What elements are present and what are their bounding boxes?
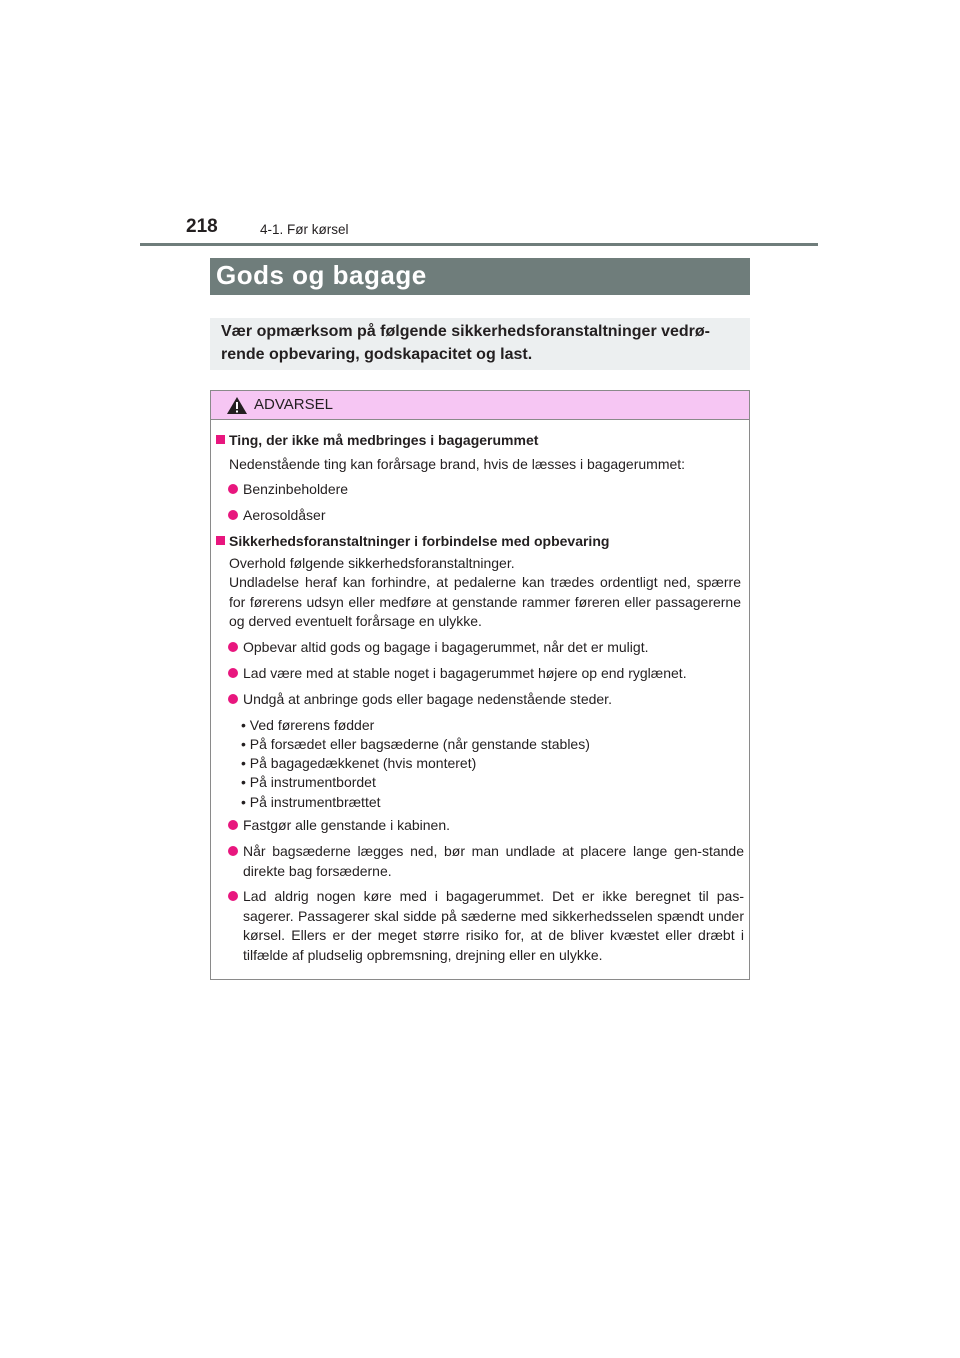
page-number: 218 — [186, 216, 218, 237]
list-item: Fastgør alle genstande i kabinen. — [228, 816, 744, 836]
circle-bullet-icon — [228, 820, 238, 830]
section-heading: Sikkerhedsforanstaltninger i forbindelse med opbevaring — [216, 532, 609, 552]
section-heading: Ting, der ikke må medbringes i bagagerummet — [216, 431, 538, 451]
list-item: Aerosoldåser — [228, 506, 744, 526]
circle-bullet-icon — [228, 484, 238, 494]
intro-text: Vær opmærksom på følgende sikkerhedsforanstaltninger vedrø-rende opbevaring, godskapacitet og last. — [221, 323, 711, 363]
sub-list-item: • På instrumentbrættet — [241, 794, 381, 810]
page-header — [140, 214, 818, 246]
intro-box — [210, 318, 750, 370]
list-item: Når bagsæderne lægges ned, bør man undlade at placere lange gen-stande direkte bag forsæderne. — [228, 842, 744, 881]
section-reference: 4-1. Før kørsel — [260, 222, 349, 237]
warning-header — [211, 391, 749, 420]
list-item: Lad være med at stable noget i bagagerummet højere op end ryglænet. — [228, 664, 744, 684]
title-bar — [210, 258, 750, 295]
square-bullet-icon — [216, 435, 225, 444]
sub-list-item: • På forsædet eller bagsæderne (når genstande stables) — [241, 736, 590, 752]
warning-label: ADVARSEL — [254, 396, 333, 413]
list-item: Undgå at anbringe gods eller bagage nedenstående steder. — [228, 690, 744, 710]
circle-bullet-icon — [228, 642, 238, 652]
warning-box — [210, 390, 750, 980]
paragraph: Undladelse heraf kan forhindre, at pedalerne kan trædes ordentligt ned, spærre for førerens udsyn eller medføre at genstande rammer føreren eller passagererne og derved eventuelt forårsage en ulykke. — [229, 574, 741, 629]
circle-bullet-icon — [228, 694, 238, 704]
square-bullet-icon — [216, 536, 225, 545]
warning-triangle-icon — [226, 396, 248, 415]
sub-list-item: • På instrumentbordet — [241, 774, 376, 790]
header-divider — [140, 243, 818, 246]
list-item: Opbevar altid gods og bagage i bagagerummet, når det er muligt. — [228, 638, 744, 658]
circle-bullet-icon — [228, 846, 238, 856]
circle-bullet-icon — [228, 510, 238, 520]
circle-bullet-icon — [228, 891, 238, 901]
sub-list-item: • Ved førerens fødder — [241, 717, 375, 733]
paragraph: Overhold følgende sikkerhedsforanstaltninger. — [229, 555, 515, 571]
page-title: Gods og bagage — [216, 260, 427, 290]
circle-bullet-icon — [228, 668, 238, 678]
list-item: Lad aldrig nogen køre med i bagagerummet. Det er ikke beregnet til pas-sagerer. Passagerer skal sidde på sæderne med sikkerhedsselen spændt under kørsel. Ellers er der meget større risiko for, at de bliver kvæstet eller dræbt i tilfælde af pludselig opbremsning, drejning eller en ulykke. — [228, 887, 744, 965]
list-item: Benzinbeholdere — [228, 480, 744, 500]
sub-list-item: • På bagagedækkenet (hvis monteret) — [241, 755, 477, 771]
paragraph: Nedenstående ting kan forårsage brand, hvis de læsses i bagagerummet: — [229, 456, 686, 472]
